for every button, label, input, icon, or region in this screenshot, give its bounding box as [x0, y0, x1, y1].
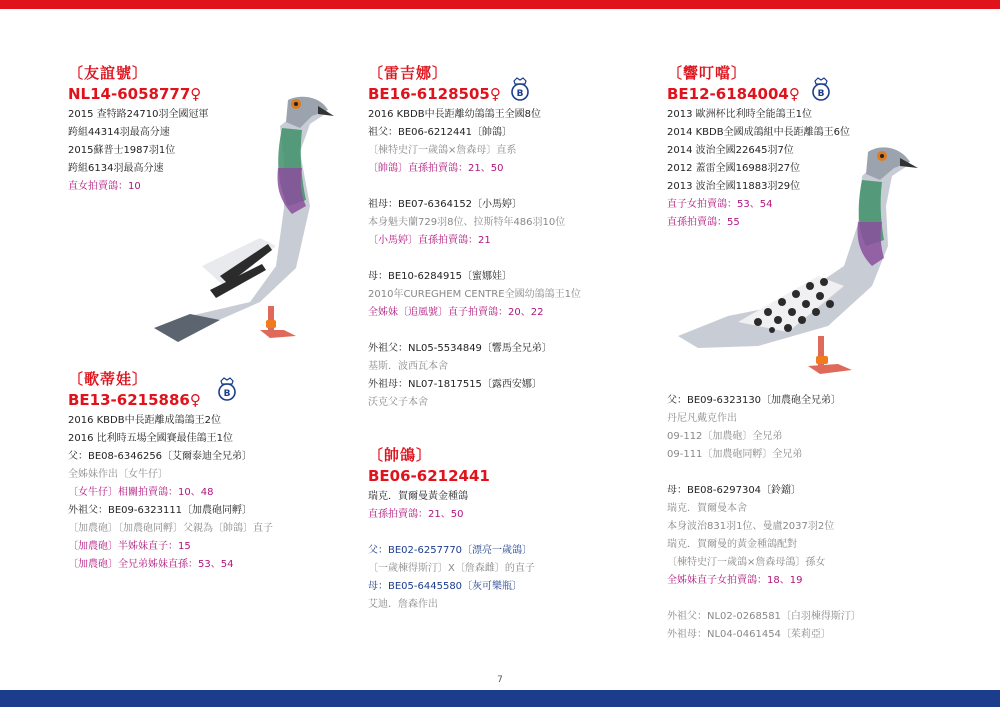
page-number: 7	[497, 675, 503, 685]
note-line: 丹尼凡戴克作出	[667, 413, 737, 424]
performance-line: 2016 KBDB中長距離成鴿鴿王2位	[68, 415, 221, 426]
note-line: 〔棟特史汀一歲鴿×詹森母鴿〕孫女	[667, 557, 826, 568]
note-line: 本身魁夫蘭729羽8位、拉斯特年486羽10位	[368, 217, 566, 228]
kbdb-badge-icon	[509, 76, 531, 102]
performance-line: 2013 波治全國11883羽29位	[667, 181, 801, 192]
granddam-line: 祖母：BE07-6364152〔小馬婷〕	[368, 199, 523, 210]
auction-line: 〔女牛仔〕相關拍賣鴿：10、48	[68, 487, 214, 498]
note-line: 沃克父子本舍	[368, 397, 428, 408]
note-line: 〔棟特史汀一歲鴿×詹森母〕直系	[368, 145, 517, 156]
dam-line: 母：BE10-6284915〔蜜娜娃〕	[368, 271, 513, 282]
grandsire-line: 祖父：BE06-6212441〔帥鴿〕	[368, 127, 513, 138]
note-line: 〔加農砲〕〔加農砲同孵〕父親為〔帥鴿〕直子	[68, 523, 273, 534]
grandsire-line: 外祖父：NL05-5534849〔響馬全兄弟〕	[368, 343, 552, 354]
sire-line: 父：BE02-6257770〔漂亮一歲鴿〕	[368, 545, 533, 556]
auction-line: 〔小馬婷〕直孫拍賣鴿：21	[368, 235, 491, 246]
performance-line: 2016 比利時五場全國賽最佳鴿王1位	[68, 433, 233, 444]
kbdb-badge-icon	[810, 76, 832, 102]
ring-number: BE06-6212441	[368, 467, 490, 485]
note-line: 09-111〔加農砲同孵〕全兄弟	[667, 449, 803, 460]
auction-line: 〔加農砲〕半姊妹直子：15	[68, 541, 191, 552]
auction-line: 全姊妹〔追風號〕直子拍賣鴿：20、22	[368, 307, 544, 318]
granddam-line: 外祖母：NL07-1817515〔露西安娜〕	[368, 379, 542, 390]
auction-line: 〔帥鴿〕直孫拍賣鴿：21、50	[368, 163, 504, 174]
middle-column	[368, 62, 668, 614]
note-line: 瑞克．賀爾曼本舍	[667, 503, 747, 514]
auction-line: 全姊妹直子女拍賣鴿：18、19	[667, 575, 803, 586]
performance-line: 2012 蓋雷全國16988羽27位	[667, 163, 801, 174]
svg-text:B: B	[817, 89, 825, 99]
note-line: 09-112〔加農砲〕全兄弟	[667, 431, 783, 442]
note-line: 〔一歲棟得斯汀〕X〔詹森雌〕的直子	[368, 563, 535, 574]
note-line: 基斯．波西瓦本舍	[368, 361, 448, 372]
svg-text:B: B	[223, 389, 231, 399]
performance-line: 2016 KBDB中長距離幼鴿鴿王全國8位	[368, 109, 541, 120]
bird-name: 〔雷吉娜〕	[368, 64, 449, 82]
auction-line: 直孫拍賣鴿：21、50	[368, 509, 464, 520]
bottom-navy-band	[0, 690, 1000, 707]
sire-line: 父：BE09-6323130〔加農砲全兄弟〕	[667, 395, 842, 406]
right-column-pedigree	[667, 392, 967, 644]
bird-name: 〔響叮噹〕	[667, 64, 748, 82]
note-line: 艾迪．詹森作出	[368, 599, 438, 610]
top-red-band	[0, 0, 1000, 9]
performance-line: 2014 KBDB全國成鴿組中長距離鴿王6位	[667, 127, 850, 138]
bird-name: 〔友誼號〕	[68, 64, 149, 82]
note-line: 瑞克．賀爾曼的黃金種鴿配對	[667, 539, 797, 550]
auction-line: 〔加農砲〕全兄弟姊妹直孫：53、54	[68, 559, 234, 570]
bird-name: 〔帥鴿〕	[368, 446, 433, 464]
auction-line: 直孫拍賣鴿：55	[667, 217, 740, 228]
note-line: 瑞克．賀爾曼黃金種鴿	[368, 491, 468, 502]
performance-line: 2015 查特路24710羽全國冠軍	[68, 109, 209, 120]
note-line: 本身波治831羽1位、曼盧2037羽2位	[667, 521, 835, 532]
ring-number: NL14-6058777♀	[68, 85, 202, 103]
ring-number: BE12-6184004♀	[667, 85, 800, 103]
kbdb-badge-icon	[216, 376, 238, 402]
granddam-line: 外祖母：NL04-0461454〔茱莉亞〕	[667, 629, 831, 640]
dam-line: 母：BE08-6297304〔鈴鐺〕	[667, 485, 802, 496]
sire-line: 父：BE08-6346256〔艾爾泰迪全兄弟〕	[68, 451, 253, 462]
dam-line: 母：BE05-6445580〔灰可樂瓶〕	[368, 581, 523, 592]
bird-name: 〔歌蒂娃〕	[68, 370, 149, 388]
performance-line: 跨組6134羽最高分速	[68, 163, 164, 174]
pigeon-illustration	[668, 136, 933, 386]
performance-line: 2013 歐洲杯比利時全能鴿王1位	[667, 109, 812, 120]
grandsire-line: 外祖父：NL02-0268581〔白羽棟得斯汀〕	[667, 611, 861, 622]
pigeon-illustration	[150, 88, 340, 350]
performance-line: 2015蘇普士1987羽1位	[68, 145, 176, 156]
performance-line: 2014 波治全國22645羽7位	[667, 145, 794, 156]
note-line: 全姊妹作出〔女牛仔〕	[68, 469, 168, 480]
performance-line: 跨組44314羽最高分速	[68, 127, 170, 138]
auction-line: 直女拍賣鴿：10	[68, 181, 141, 192]
note-line: 2010年CUREGHEM CENTRE全國幼鴿鴿王1位	[368, 289, 581, 300]
ring-number: BE16-6128505♀	[368, 85, 501, 103]
grandsire-line: 外祖父：BE09-6323111〔加農砲同孵〕	[68, 505, 253, 516]
svg-text:B: B	[516, 89, 524, 99]
ring-number: BE13-6215886♀	[68, 391, 201, 409]
auction-line: 直子女拍賣鴿：53、54	[667, 199, 773, 210]
